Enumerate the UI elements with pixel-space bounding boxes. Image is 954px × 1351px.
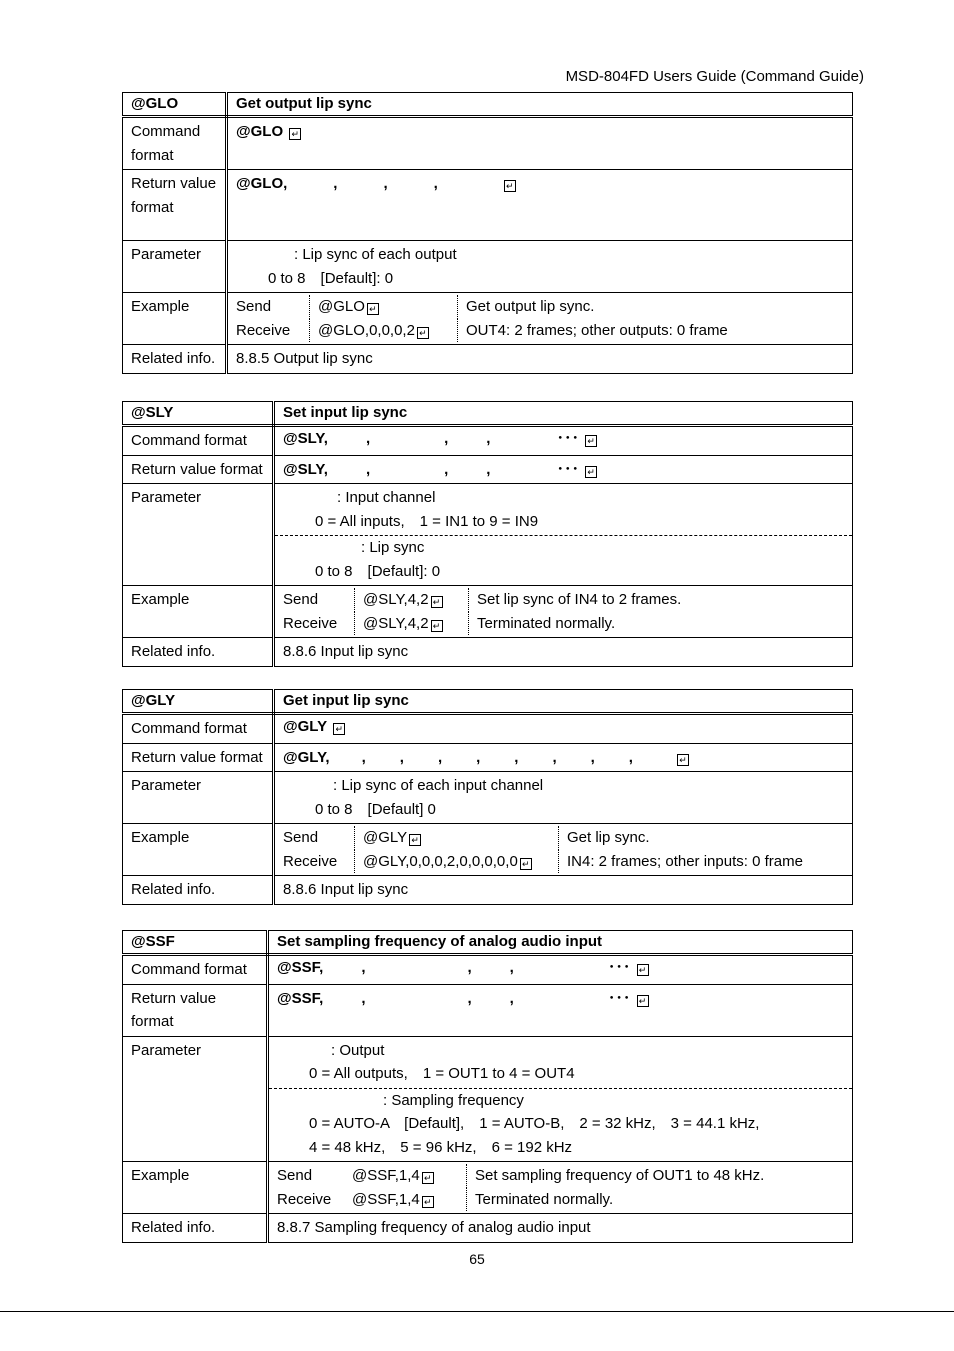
example-receive-command: @GLY,0,0,0,2,0,0,0,0,0 [363, 852, 518, 870]
return-key-icon: ↵ [289, 128, 301, 140]
glo-command-format: @GLO [236, 123, 284, 140]
ssf-param1-range: 0 = All outputs, 1 = OUT1 to 4 = OUT4 [309, 1065, 575, 1082]
example-receive-label: Receive [283, 614, 338, 632]
return-key-icon: ↵ [637, 995, 649, 1007]
gly-param-range: 0 to 8 [Default] 0 [315, 800, 436, 818]
ssf-related: 8.8.7 Sampling frequency of analog audio input [268, 1214, 853, 1243]
ssf-param1-desc: : Output [331, 1041, 385, 1059]
glo-title: Get output lip sync [227, 93, 853, 117]
sly-label-parameter: Parameter [123, 484, 274, 586]
sly-example [283, 588, 852, 635]
gly-command-name: @GLY [123, 690, 274, 714]
glo-return-format: @GLO, [236, 175, 288, 192]
return-key-icon: ↵ [431, 620, 443, 632]
ssf-command-format: @SSF, [277, 959, 324, 976]
glo-command-name: @GLO [123, 93, 227, 117]
ssf-label-return: Return value format [123, 984, 268, 1036]
ssf-table: @SSF Set sampling frequency of analog audio input Command format @SSF, , , , ･･･ ↵ Return value format @SSF, , , , ･･･ ↵ Parameter : Output 0 = All outputs, 1 = OUT1 to 4 = OUT4 : Sampling frequency 0 = AUTO-A [Default], 1 = AUTO-B, 2 = 32 kHz, 3 = 44.1 kHz, 4 = 48 kHz, 5 = 96 kHz, 6 = 192 kHz Example Send @SSF,1,4 ↵ Set sampling frequency of OUT1 to 48 kHz. Receive @SSF,1,4 ↵ Terminated normally. Related info. 8.8.7 Sampling frequency of analog audio input [122, 930, 853, 1243]
example-send-command: @SSF,1,4 [352, 1167, 420, 1184]
ssf-label-related: Related info. [123, 1214, 268, 1243]
return-key-icon: ↵ [417, 327, 429, 339]
sly-label-return: Return value format [123, 455, 274, 484]
example-send-note: Get output lip sync. [457, 295, 852, 319]
page-header: MSD-804FD Users Guide (Command Guide) [565, 68, 864, 85]
sly-related: 8.8.6 Input lip sync [274, 638, 853, 667]
example-send-note: Set lip sync of IN4 to 2 frames. [468, 588, 852, 612]
glo-label-example: Example [123, 293, 227, 345]
sly-title: Set input lip sync [274, 402, 853, 426]
gly-example [283, 826, 852, 873]
ssf-return-format: @SSF, [277, 989, 324, 1007]
example-send-command: @GLO [318, 298, 365, 315]
return-key-icon: ↵ [422, 1196, 434, 1208]
example-send-note: Set sampling frequency of OUT1 to 48 kHz. [466, 1164, 852, 1188]
gly-label-parameter: Parameter [123, 772, 274, 824]
ssf-example [277, 1164, 852, 1211]
ssf-command-name: @SSF [123, 931, 268, 955]
ssf-label-command: Command format [123, 955, 268, 985]
example-receive-label: Receive [236, 321, 291, 339]
ssf-param2-line1: 0 = AUTO-A [Default], 1 = AUTO-B, 2 = 32 kHz, 3 = 44.1 kHz, [309, 1115, 760, 1132]
gly-table: @GLY Get input lip sync Command format @GLY ↵ Return value format @GLY, , , , , , , , , ↵ Parameter : Lip sync of each input channel 0 to 8 [Default] 0 Example Send @GLY ↵ Get lip sync. Receive @GLY,0,0,0,2,0,0,0,0,0 ↵ IN4: 2 frames; other inputs: 0 frame Related info. 8.8.6 Input lip sync [122, 689, 853, 905]
example-receive-note: Terminated normally. [466, 1188, 852, 1212]
example-send-label: Send [236, 298, 272, 315]
example-receive-note: Terminated normally. [468, 612, 852, 636]
glo-related: 8.8.5 Output lip sync [227, 345, 853, 374]
sly-label-related: Related info. [123, 638, 274, 667]
sly-table: @SLY Set input lip sync Command format @SLY, , , , ･･･ ↵ Return value format @SLY, , , , ･･･ ↵ Parameter : Input channel 0 = All inputs, 1 = IN1 to 9 = IN9 : Lip sync 0 to 8 [Default]: 0 Example Send @SLY,4,2 ↵ Set lip sync of IN4 to 2 frames. Receive @SLY,4,2 ↵ Terminated normally. Related info. 8.8.6 Input lip sync [122, 401, 853, 667]
glo-label-related: Related info. [123, 345, 227, 374]
example-send-command: @GLY [363, 829, 408, 846]
example-receive-note: IN4: 2 frames; other inputs: 0 frame [558, 850, 852, 874]
glo-label-return: Return value format [123, 170, 227, 241]
sly-param1-range: 0 = All inputs, 1 = IN1 to 9 = IN9 [315, 512, 539, 530]
example-receive-label: Receive [277, 1190, 332, 1208]
return-key-icon: ↵ [431, 596, 443, 608]
sly-param2-range: 0 to 8 [Default]: 0 [315, 562, 441, 580]
glo-example [236, 295, 852, 342]
example-receive-label: Receive [283, 852, 338, 870]
sly-return-format: @SLY, [283, 460, 328, 478]
glo-table: @GLO Get output lip sync Command format @GLO ↵ Return value format @GLO, , , , ↵ Parameter : Lip sync of each output 0 to 8 [Default]: 0 Example Send @GLO ↵ Get output lip sync. Receive @GLO,0,0,0,2 ↵ OUT4: 2 frames; other outputs: 0 frame Related info. 8.8.5 Output lip sync [122, 92, 853, 374]
gly-label-return: Return value format [123, 743, 274, 772]
return-key-icon: ↵ [409, 834, 421, 846]
example-receive-note: OUT4: 2 frames; other outputs: 0 frame [457, 319, 852, 343]
footer-rule [0, 1311, 954, 1312]
glo-param-range: 0 to 8 [Default]: 0 [268, 269, 394, 287]
ssf-param2-desc: : Sampling frequency [383, 1091, 524, 1109]
return-key-icon: ↵ [585, 466, 597, 478]
glo-param-desc: : Lip sync of each output [294, 246, 457, 263]
example-send-note: Get lip sync. [558, 826, 852, 850]
ssf-param2-line2: 4 = 48 kHz, 5 = 96 kHz, 6 = 192 kHz [309, 1138, 573, 1156]
return-key-icon: ↵ [677, 754, 689, 766]
example-receive-command: @SSF,1,4 [352, 1190, 420, 1208]
ssf-title: Set sampling frequency of analog audio input [268, 931, 853, 955]
gly-return-format: @GLY, [283, 748, 330, 766]
glo-label-command: Command format [123, 117, 227, 170]
gly-title: Get input lip sync [274, 690, 853, 714]
sly-param2-desc: : Lip sync [361, 539, 425, 556]
page-number: 65 [469, 1251, 485, 1267]
return-key-icon: ↵ [333, 723, 345, 735]
return-key-icon: ↵ [422, 1172, 434, 1184]
gly-label-command: Command format [123, 714, 274, 744]
gly-command-format: @GLY [283, 718, 328, 735]
return-key-icon: ↵ [504, 180, 516, 192]
sly-param1-desc: : Input channel [337, 489, 436, 506]
sly-command-name: @SLY [123, 402, 274, 426]
sly-label-command: Command format [123, 426, 274, 456]
gly-param-desc: : Lip sync of each input channel [333, 777, 544, 794]
example-send-command: @SLY,4,2 [363, 591, 429, 608]
glo-label-parameter: Parameter [123, 241, 227, 293]
return-key-icon: ↵ [585, 435, 597, 447]
example-send-label: Send [283, 829, 319, 846]
gly-related: 8.8.6 Input lip sync [274, 876, 853, 905]
return-key-icon: ↵ [520, 858, 532, 870]
ssf-label-example: Example [123, 1162, 268, 1214]
example-receive-command: @SLY,4,2 [363, 614, 429, 632]
example-receive-command: @GLO,0,0,0,2 [318, 321, 415, 339]
sly-label-example: Example [123, 586, 274, 638]
example-send-label: Send [277, 1167, 313, 1184]
sly-command-format: @SLY, [283, 430, 328, 447]
gly-label-related: Related info. [123, 876, 274, 905]
ssf-label-parameter: Parameter [123, 1036, 268, 1162]
return-key-icon: ↵ [637, 964, 649, 976]
return-key-icon: ↵ [367, 303, 379, 315]
gly-label-example: Example [123, 824, 274, 876]
example-send-label: Send [283, 591, 319, 608]
